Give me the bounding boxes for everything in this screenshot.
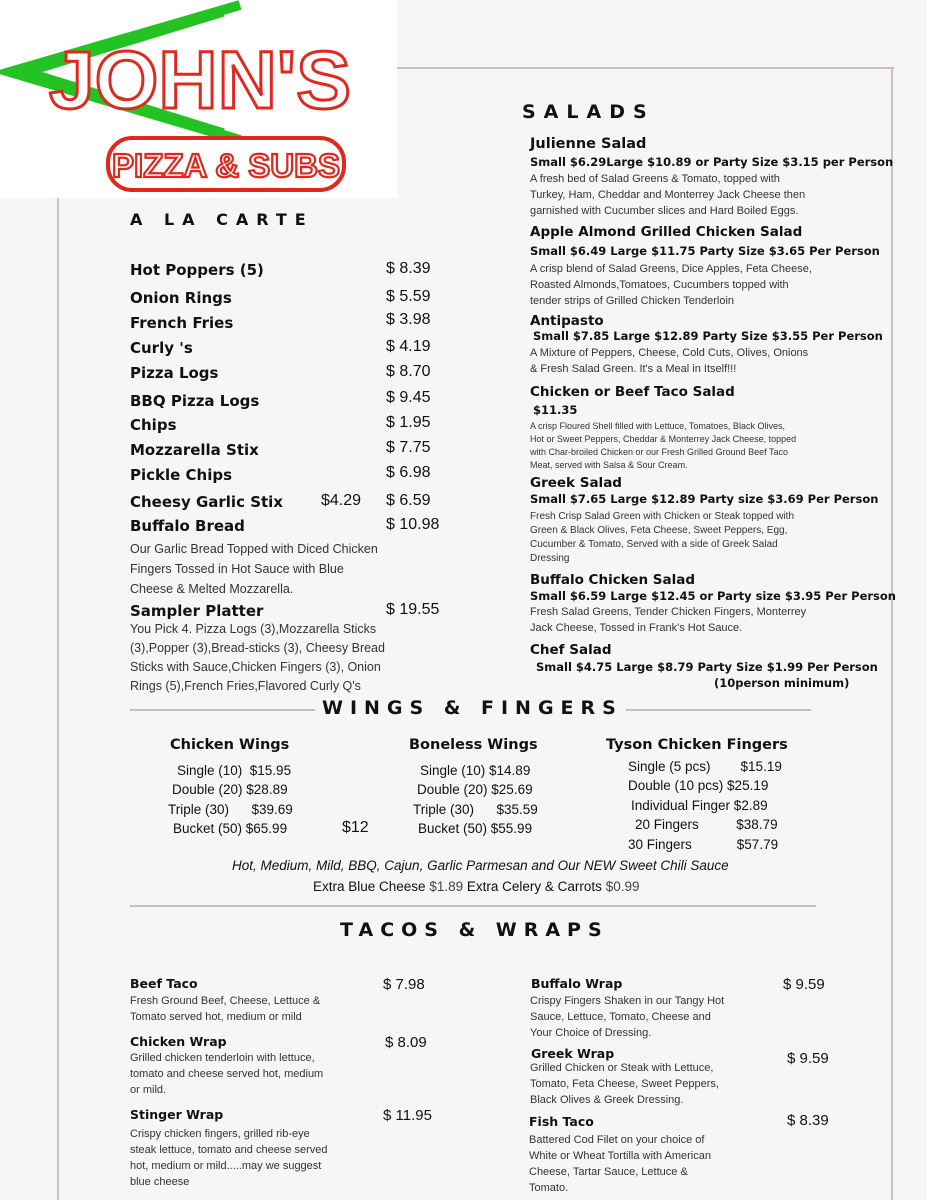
logo-sub: PIZZA & SUBS: [112, 147, 340, 184]
boneless-wings-row-2: Double (20) $25.69: [417, 782, 533, 797]
fish-taco-desc-1: Battered Cod Filet on your choice of: [529, 1134, 705, 1146]
salad-apple-almond-price: Small $6.49 Large $11.75 Party Size $3.65 Per Person: [530, 244, 880, 258]
chicken-wings-row-2: Double (20) $28.89: [172, 782, 288, 797]
salad-buffalo-desc-2: Jack Cheese, Tossed in Frank's Hot Sauce.: [530, 622, 743, 634]
salad-julienne-desc-2: Turkey, Ham, Cheddar and Monterrey Jack Cheese then: [530, 189, 806, 201]
salad-greek-name: Greek Salad: [530, 475, 622, 491]
salad-taco-desc-1: A crisp Floured Shell filled with Lettuce, Tomatoes, Black Olives,: [530, 421, 785, 431]
chicken-wings-row-3: Triple (30) $39.69: [168, 802, 293, 817]
fish-taco-desc-4: Tomato.: [529, 1182, 569, 1194]
item-pickle-chips: Pickle Chips: [130, 466, 233, 484]
beef-taco-desc-1: Fresh Ground Beef, Cheese, Lettuce &: [130, 995, 321, 1007]
salad-julienne-desc-1: A fresh bed of Salad Greens & Tomato, topped with: [530, 173, 780, 185]
salad-taco-desc-3: with Char-broiled Chicken or our Fresh Grilled Ground Beef Taco: [530, 447, 788, 457]
buffalo-bread-desc-3: Cheese & Melted Mozzarella.: [130, 582, 294, 596]
item-onion-rings: Onion Rings: [130, 289, 232, 307]
buffalo-wrap-name: Buffalo Wrap: [531, 976, 623, 991]
item-hot-poppers: Hot Poppers (5): [130, 261, 264, 279]
salad-greek-desc-2: Green & Black Olives, Feta Cheese, Sweet Peppers, Egg,: [530, 525, 788, 536]
item-curlys: Curly 's: [130, 339, 193, 357]
chicken-wings-head: Chicken Wings: [170, 737, 290, 753]
wings-extras: [313, 879, 640, 894]
salad-taco-name: Chicken or Beef Taco Salad: [530, 384, 735, 400]
salad-buffalo-desc-1: Fresh Salad Greens, Tender Chicken Fingers, Monterrey: [530, 606, 807, 618]
salad-chef-name: Chef Salad: [530, 642, 612, 658]
alt-price-cheesy-garlic-stix: $4.29: [321, 492, 362, 509]
wings-rule-right: [626, 709, 811, 711]
item-mozzarella-stix: Mozzarella Stix: [130, 441, 259, 459]
salad-chef-note: (10person minimum): [714, 676, 850, 690]
right-frame-line: [891, 67, 893, 1200]
salad-apple-almond-desc-3: tender strips of Grilled Chicken Tenderloin: [530, 295, 735, 307]
chicken-wrap-desc-3: or mild.: [130, 1084, 167, 1096]
salads-title: SALADS: [522, 101, 655, 123]
salad-julienne-price: Small $6.29Large $10.89 or Party Size $3.15 per Person: [530, 155, 894, 169]
greek-wrap-desc-3: Black Olives & Greek Dressing.: [530, 1094, 684, 1106]
greek-wrap-price: $ 9.59: [787, 1050, 829, 1067]
fish-taco-desc-3: Cheese, Tartar Sauce, Lettuce &: [529, 1166, 688, 1178]
salad-buffalo-price: Small $6.59 Large $12.45 or Party size $3.95 Per Person: [530, 589, 896, 603]
tyson-row-1: Single (5 pcs) $15.19: [628, 759, 782, 774]
extra-celery-label: Extra Celery & Carrots: [466, 879, 602, 894]
salad-taco-price: $11.35: [533, 403, 578, 417]
chicken-wrap-name: Chicken Wrap: [130, 1034, 227, 1049]
salad-greek-price: Small $7.65 Large $12.89 Party size $3.69 Per Person: [530, 492, 879, 506]
salad-antipasto-name: Antipasto: [530, 313, 604, 329]
fish-taco-name: Fish Taco: [529, 1114, 594, 1129]
extra-cheese-label: Extra Blue Cheese: [313, 879, 426, 894]
stinger-wrap-price: $ 11.95: [383, 1107, 432, 1124]
boneless-wings-row-4: Bucket (50) $55.99: [418, 821, 533, 836]
greek-wrap-desc-1: Grilled Chicken or Steak with Lettuce,: [530, 1062, 714, 1074]
item-pizza-logs: Pizza Logs: [130, 364, 219, 382]
boneless-wings-head: Boneless Wings: [409, 737, 538, 753]
extra-celery-price: $0.99: [605, 879, 640, 894]
extra-cheese-price: $1.89: [429, 879, 464, 894]
tacos-title: TACOS & WRAPS: [340, 919, 609, 941]
chicken-wings-row-1: Single (10) $15.95: [177, 763, 292, 778]
price-sampler-platter: $ 19.55: [386, 601, 440, 618]
price-pizza-logs: $ 8.70: [386, 363, 431, 380]
greek-wrap-desc-2: Tomato, Feta Cheese, Sweet Peppers,: [530, 1078, 719, 1090]
buffalo-wrap-price: $ 9.59: [783, 976, 825, 993]
salad-greek-desc-1: Fresh Crisp Salad Green with Chicken or Steak topped with: [530, 511, 795, 522]
greek-wrap-name: Greek Wrap: [531, 1046, 615, 1061]
beef-taco-desc-2: Tomato served hot, medium or mild: [130, 1011, 302, 1023]
item-sampler-platter: Sampler Platter: [130, 602, 264, 620]
price-buffalo-bread: $ 10.98: [386, 516, 440, 533]
stinger-wrap-desc-2: steak lettuce, tomato and cheese served: [130, 1144, 328, 1156]
tyson-row-2: Double (10 pcs) $25.19: [628, 778, 769, 793]
tyson-row-4: 20 Fingers $38.79: [635, 817, 778, 832]
salad-antipasto-desc-1: A Mixture of Peppers, Cheese, Cold Cuts, Olives, Onions: [530, 347, 809, 359]
item-french-fries: French Fries: [130, 314, 234, 332]
item-cheesy-garlic-stix: Cheesy Garlic Stix: [130, 493, 283, 511]
buffalo-bread-desc-1: Our Garlic Bread Topped with Diced Chicken: [130, 542, 378, 556]
tyson-fingers-head: Tyson Chicken Fingers: [606, 737, 788, 753]
stinger-wrap-name: Stinger Wrap: [130, 1107, 224, 1122]
item-bbq-pizza-logs: BBQ Pizza Logs: [130, 392, 260, 410]
price-onion-rings: $ 5.59: [386, 288, 431, 305]
salad-greek-desc-3: Cucumber & Tomato, Served with a side of Greek Salad: [530, 539, 778, 550]
top-rule: [397, 67, 894, 69]
beef-taco-price: $ 7.98: [383, 976, 425, 993]
wings-title: WINGS & FINGERS: [322, 697, 623, 719]
tyson-row-5: 30 Fingers $57.79: [628, 837, 779, 852]
twelve-price: $12: [342, 819, 369, 836]
boneless-wings-row-1: Single (10) $14.89: [420, 763, 531, 778]
salad-taco-desc-2: Hot or Sweet Peppers, Cheddar & Monterrey Jack Cheese, topped: [530, 434, 797, 444]
price-chips: $ 1.95: [386, 414, 431, 431]
logo: [0, 0, 397, 198]
salad-antipasto-desc-2: & Fresh Salad Green. It's a Meal in Itself!!!: [530, 363, 737, 375]
item-chips: Chips: [130, 416, 177, 434]
sampler-desc-1: You Pick 4. Pizza Logs (3),Mozzarella Sticks: [130, 622, 377, 636]
stinger-wrap-desc-1: Crispy chicken fingers, grilled rib-eye: [130, 1128, 310, 1140]
price-curlys: $ 4.19: [386, 338, 431, 355]
buffalo-wrap-desc-2: Sauce, Lettuce, Tomato, Cheese and: [530, 1011, 711, 1023]
price-hot-poppers: $ 8.39: [386, 260, 431, 277]
chicken-wrap-desc-1: Grilled chicken tenderloin with lettuce,: [130, 1052, 315, 1064]
chicken-wrap-price: $ 8.09: [385, 1034, 427, 1051]
fish-taco-desc-2: White or Wheat Tortilla with American: [529, 1150, 711, 1162]
logo-brand: JOHN'S: [48, 35, 352, 126]
salad-julienne-desc-3: garnished with Cucumber slices and Hard Boiled Eggs.: [530, 205, 799, 217]
stinger-wrap-desc-4: blue cheese: [130, 1176, 190, 1188]
salad-julienne-name: Julienne Salad: [530, 136, 647, 152]
buffalo-wrap-desc-1: Crispy Fingers Shaken in our Tangy Hot: [530, 995, 725, 1007]
buffalo-bread-desc-2: Fingers Tossed in Hot Sauce with Blue: [130, 562, 344, 576]
boneless-wings-row-3: Triple (30) $35.59: [413, 802, 538, 817]
buffalo-wrap-desc-3: Your Choice of Dressing.: [530, 1027, 652, 1039]
chicken-wings-row-4: Bucket (50) $65.99: [173, 821, 288, 836]
tyson-row-3: Individual Finger $2.89: [631, 798, 768, 813]
stinger-wrap-desc-3: hot, medium or mild.....may we suggest: [130, 1160, 322, 1172]
salad-apple-almond-desc-2: Roasted Almonds,Tomatoes, Cucumbers topped with: [530, 279, 789, 291]
salad-greek-desc-4: Dressing: [530, 553, 570, 564]
price-cheesy-garlic-stix: $ 6.59: [386, 492, 431, 509]
price-bbq-pizza-logs: $ 9.45: [386, 389, 431, 406]
sampler-desc-2: (3),Popper (3),Bread-sticks (3), Cheesy Bread: [130, 641, 385, 655]
left-frame-line: [57, 198, 59, 1200]
item-buffalo-bread: Buffalo Bread: [130, 517, 245, 535]
sampler-desc-4: Rings (5),French Fries,Flavored Curly Q's: [130, 679, 361, 693]
salad-chef-price: Small $4.75 Large $8.79 Party Size $1.99 Per Person: [536, 660, 878, 674]
price-pickle-chips: $ 6.98: [386, 464, 431, 481]
salad-apple-almond-name: Apple Almond Grilled Chicken Salad: [530, 224, 803, 240]
a-la-carte-title: A LA CARTE: [130, 210, 314, 229]
tacos-top-rule: [130, 905, 816, 907]
chicken-wrap-desc-2: tomato and cheese served hot, medium: [130, 1068, 324, 1080]
wings-rule-left: [130, 709, 315, 711]
fish-taco-price: $ 8.39: [787, 1112, 829, 1129]
sampler-desc-3: Sticks with Sauce,Chicken Fingers (3), Onion: [130, 660, 381, 674]
salad-antipasto-price: Small $7.85 Large $12.89 Party Size $3.55 Per Person: [533, 329, 883, 343]
beef-taco-name: Beef Taco: [130, 976, 198, 991]
salad-taco-desc-4: Meat, served with Salsa & Sour Cream.: [530, 460, 688, 470]
price-mozzarella-stix: $ 7.75: [386, 439, 431, 456]
johns-logo-graphic: [0, 0, 397, 198]
salad-buffalo-name: Buffalo Chicken Salad: [530, 572, 696, 588]
wings-sauces: Hot, Medium, Mild, BBQ, Cajun, Garlic Parmesan and Our NEW Sweet Chili Sauce: [232, 858, 729, 873]
price-french-fries: $ 3.98: [386, 311, 431, 328]
salad-apple-almond-desc-1: A crisp blend of Salad Greens, Dice Apples, Feta Cheese,: [530, 263, 812, 275]
